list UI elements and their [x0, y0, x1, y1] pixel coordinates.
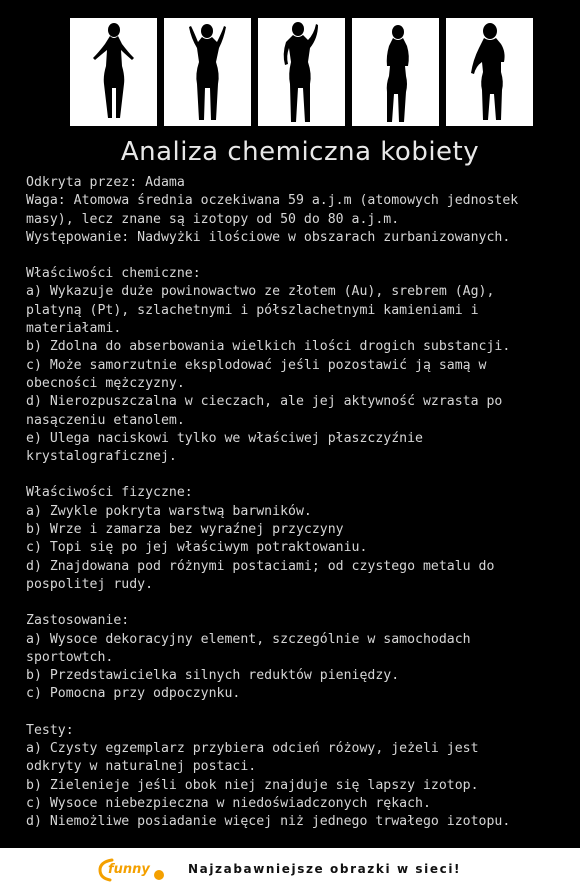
woman-silhouette-icon — [352, 18, 439, 126]
text-line: d) Znajdowana pod różnymi postaciami; od czystego metalu do — [26, 558, 495, 574]
silhouette-panel-5 — [446, 18, 533, 126]
section-physical-properties — [26, 484, 561, 594]
text-line: b) Przedstawicielka silnych reduktów pieniędzy. — [26, 668, 400, 684]
section-intro — [26, 174, 561, 247]
woman-silhouette-icon — [258, 18, 345, 126]
page-title: Analiza chemiczna kobiety — [120, 137, 480, 167]
text-line: c) Wysoce niebezpieczna w niedoświadczonych rękach. — [26, 795, 431, 811]
text-line: Występowanie: Nadwyżki ilościowe w obszarach zurbanizowanych. — [26, 229, 511, 245]
section-chemical-properties — [26, 265, 561, 466]
text-line: platyną (Pt), szlachetnymi i półszlachetnymi kamieniami i — [26, 302, 479, 318]
text-line: Odkryta przez: Adama — [26, 175, 185, 190]
section-heading: Właściwości chemiczne: — [26, 266, 201, 282]
text-line: a) Czysty egzemplarz przybiera odcień różowy, jeżeli jest — [26, 741, 479, 757]
text-line: odkryty w naturalnej postaci. — [26, 759, 257, 775]
text-line: krystalograficznej. — [26, 449, 177, 465]
silhouette-panels — [70, 18, 533, 126]
section-tests — [26, 722, 561, 832]
section-heading: Testy: — [26, 722, 74, 738]
footer — [0, 848, 580, 890]
text-line: b) Zdolna do abserbowania wielkich ilości drogich substancji. — [26, 339, 511, 355]
woman-silhouette-icon — [164, 18, 251, 126]
text-line: a) Zwykle pokryta warstwą barwników. — [26, 503, 312, 519]
text-line: sportowtch. — [26, 649, 114, 665]
logo-text: funny — [108, 862, 150, 877]
text-line: nasączeniu etanolem. — [26, 412, 185, 428]
text-line: pospolitej rudy. — [26, 576, 154, 592]
section-applications — [26, 612, 561, 703]
silhouette-panel-4 — [352, 18, 439, 126]
text-line: c) Pomocna przy odpoczynku. — [26, 686, 241, 702]
text-line: c) Może samorzutnie eksplodować jeśli pozostawić ją samą w — [26, 357, 487, 373]
text-line: masy), lecz znane są izotopy od 50 do 80 a.j.m. — [26, 211, 400, 227]
text-line: d) Nierozpuszczalna w cieczach, ale jej aktywność wzrasta po — [26, 394, 503, 410]
text-line: a) Wysoce dekoracyjny element, szczególnie w samochodach — [26, 631, 471, 647]
woman-silhouette-icon — [70, 18, 157, 126]
text-line: Waga: Atomowa średnia oczekiwana 59 a.j.m (atomowych jednostek — [26, 193, 519, 209]
text-line: obecności mężczyzny. — [26, 375, 185, 391]
text-line: b) Zielenieje jeśli obok niej znajduje się lapszy izotop. — [26, 777, 479, 793]
section-heading: Zastosowanie: — [26, 613, 130, 629]
woman-silhouette-icon — [446, 18, 533, 126]
text-line: materiałami. — [26, 321, 122, 337]
section-heading: Właściwości fizyczne: — [26, 485, 193, 501]
text-line: b) Wrze i zamarza bez wyraźnej przyczyny — [26, 522, 344, 538]
text-line: d) Niemożliwe posiadanie więcej niż jednego trwałego izotopu. — [26, 814, 511, 830]
text-line: c) Topi się po jej właściwym potraktowaniu. — [26, 540, 368, 556]
text-line: e) Ulega naciskowi tylko we właściwej płaszczyźnie — [26, 430, 423, 446]
silhouette-panel-1 — [70, 18, 157, 126]
text-line: a) Wykazuje duże powinowactwo ze złotem (Au), srebrem (Ag), — [26, 284, 495, 300]
content-body — [26, 174, 561, 850]
logo-dot — [154, 870, 164, 880]
silhouette-panel-3 — [258, 18, 345, 126]
footer-tagline: Najzabawniejsze obrazki w sieci! — [188, 862, 462, 876]
funny-logo-icon[interactable] — [94, 856, 174, 884]
silhouette-panel-2 — [164, 18, 251, 126]
